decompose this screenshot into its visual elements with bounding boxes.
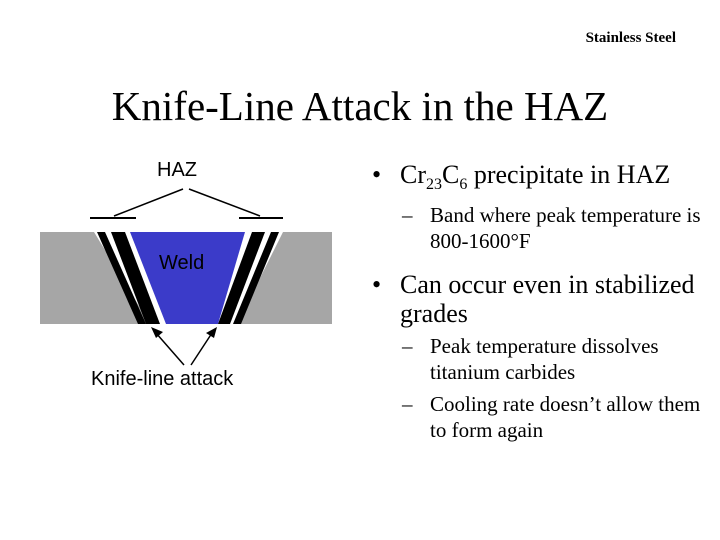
- bullet-item: • $Cr_{23}C_6$ precipitate in HAZ: [372, 160, 671, 193]
- haz-label: HAZ: [157, 159, 197, 181]
- bullet-list: [372, 160, 702, 443]
- knife-line-attack-label: Knife-line attack: [91, 368, 234, 390]
- attack-arrowhead-left: [151, 327, 163, 338]
- bullet-dot: •: [372, 270, 382, 299]
- weld-label: Weld: [159, 252, 205, 274]
- sub-bullet-dash: –: [402, 334, 413, 358]
- haz-leader-left: [114, 189, 183, 216]
- slide-title: Knife-Line Attack in the HAZ: [111, 83, 609, 129]
- haz-leader-right: [189, 189, 260, 216]
- bullet-item: • Can occur even in stabilized grades: [372, 270, 695, 328]
- slide-header: Stainless Steel: [585, 30, 676, 46]
- sub-bullet-dash: –: [402, 392, 413, 416]
- sub-bullet-dash: –: [402, 203, 413, 227]
- sub-bullet-item: – Band where peak temperature is 800-1600°F: [402, 203, 701, 253]
- sub-bullet-item: – Peak temperature dissolves titanium carbides: [402, 334, 659, 384]
- attack-arrow-right: [191, 333, 212, 365]
- sub-bullet-item: – Cooling rate doesn’t allow them to form again: [402, 392, 701, 442]
- attack-arrow-left: [156, 333, 184, 365]
- bullet-dot: •: [372, 160, 382, 189]
- attack-arrowhead-right: [206, 327, 217, 338]
